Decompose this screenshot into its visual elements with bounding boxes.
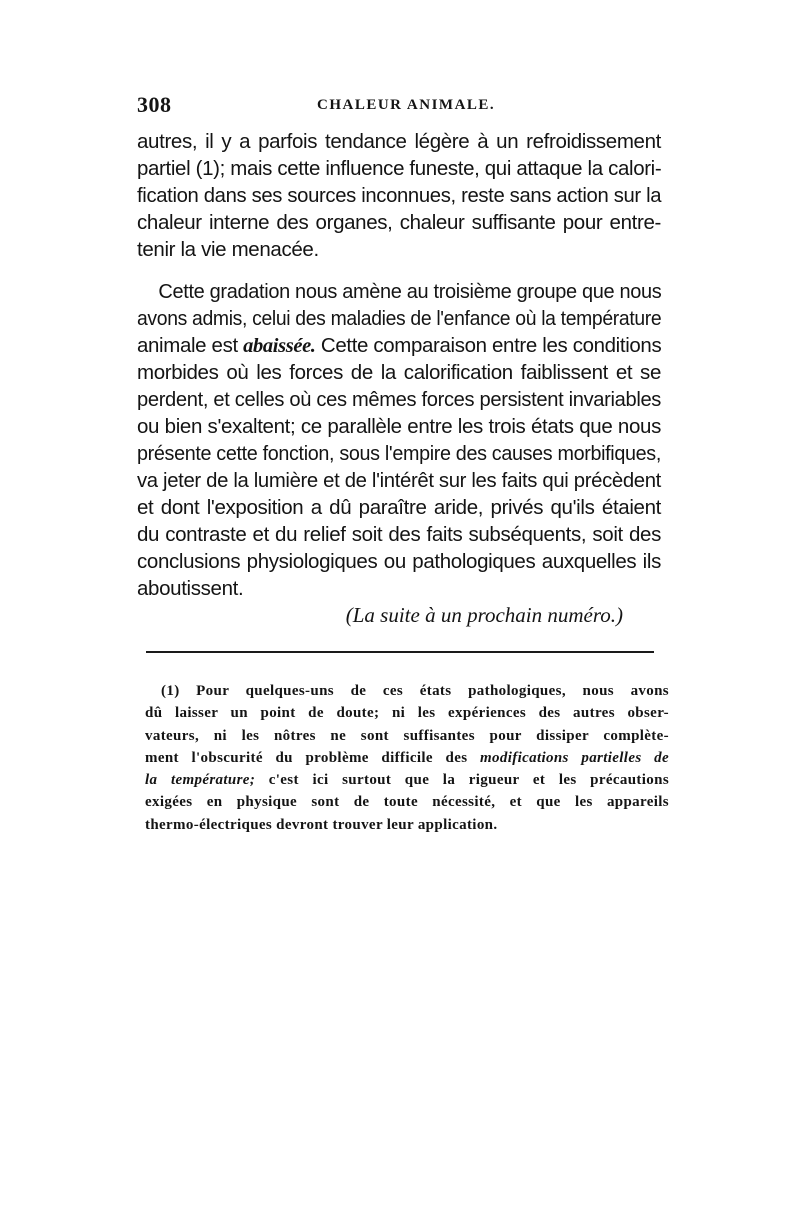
footnote-line: (1) Pour quelques-uns de ces états pathologiques, nous avons <box>161 683 669 699</box>
running-title: CHALEUR ANIMALE. <box>317 97 496 113</box>
page-header <box>137 92 655 126</box>
footnote-divider <box>146 651 654 653</box>
page-number: 308 <box>137 92 172 117</box>
paragraph-1 <box>137 128 661 263</box>
text-fragment: ment l'obscurité du problème difficile des <box>145 749 481 766</box>
footnote-line <box>145 769 669 791</box>
main-text <box>137 128 661 629</box>
footnote-line: dû laisser un point de doute; ni les expériences des autres obser- <box>145 705 669 722</box>
footnote <box>145 680 669 836</box>
emphasized-word: abaissée. <box>243 335 316 357</box>
text-line: autres, il y a parfois tendance légère à un refroidissement <box>137 130 661 153</box>
text-line: ou bien s'exaltent; ce parallèle entre les trois états que nous <box>137 415 661 438</box>
text-line: et dont l'exposition a dû paraître aride, privés qu'ils étaient <box>137 496 661 519</box>
text-line: va jeter de la lumière et de l'intérêt sur les faits qui précèdent <box>137 469 661 492</box>
paragraph-gap <box>137 263 661 278</box>
text-fragment: Cette comparaison entre les conditions <box>315 334 662 357</box>
text-line <box>137 332 661 359</box>
paragraph-2 <box>137 278 661 602</box>
text-line: perdent, et celles où ces mêmes forces persistent invariables <box>137 388 662 411</box>
text-fragment: animale est <box>137 334 244 357</box>
emphasized-phrase: modifications partielles de <box>480 749 669 766</box>
text-line: partiel (1); mais cette influence funeste, qui attaque la calori- <box>137 157 662 180</box>
text-line: tenir la vie menacée. <box>137 238 319 261</box>
text-line: Cette gradation nous amène au troisième groupe que nous <box>158 280 662 303</box>
footnote-line: thermo-électriques devront trouver leur application. <box>145 816 498 833</box>
footnote-line: vateurs, ni les nôtres ne sont suffisantes pour dissiper complète- <box>145 727 669 744</box>
footnote-line: exigées en physique sont de toute nécessité, et que les appareils <box>145 794 669 811</box>
text-line: fication dans ses sources inconnues, reste sans action sur la <box>137 184 662 207</box>
text-line: présente cette fonction, sous l'empire des causes morbifiques, <box>137 442 661 465</box>
text-fragment: c'est ici surtout que la rigueur et les précautions <box>255 772 670 789</box>
text-line: conclusions physiologiques ou pathologiques auxquelles ils <box>137 550 661 573</box>
emphasized-phrase: la température; <box>145 772 256 789</box>
text-line: chaleur interne des organes, chaleur suffisante pour entre- <box>137 211 661 234</box>
continuation-note: (La suite à un prochain numéro.) <box>345 603 623 627</box>
text-line: aboutissent. <box>137 577 244 600</box>
text-line: avons admis, celui des maladies de l'enfance où la température <box>137 307 662 330</box>
footnote-line <box>145 747 669 769</box>
text-line: morbides où les forces de la calorification faiblissent et se <box>137 361 661 384</box>
text-line: du contraste et du relief soit des faits subséquents, soit des <box>137 523 661 546</box>
